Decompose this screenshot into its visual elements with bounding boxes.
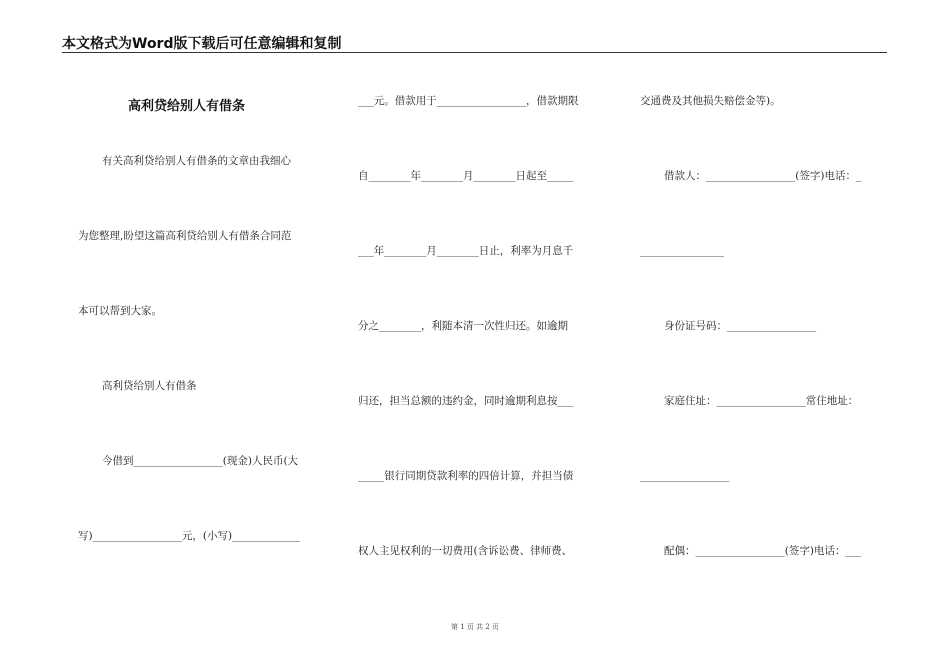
paragraph-line: ___年________月________日止，利率为月息千 (358, 245, 574, 257)
text-column-1 (78, 0, 328, 672)
paragraph-line: 写)_________________元，(小写)_____________ (78, 530, 301, 542)
text-column-2 (358, 0, 613, 672)
page-number-footer: 第 1 页 共 2 页 (450, 623, 500, 631)
paragraph-line: 有关高利贷给别人有借条的文章由我细心 (102, 155, 291, 167)
paragraph-line: _____银行同期贷款利率的四倍计算，并担当债 (358, 470, 574, 482)
document-title: 高利贷给别人有借条 (128, 99, 246, 114)
address-field-continuation: _________________ (640, 470, 730, 482)
paragraph-line: 交通费及其他损失赔偿金等)。 (640, 95, 781, 107)
paragraph-line: ___元。借款用于_________________，借款期限 (358, 95, 579, 107)
phone-field-continuation: ________________ (640, 245, 724, 257)
paragraph-line: 自________年________月________日起至_____ (358, 170, 574, 182)
paragraph-line: 分之________，利随本清一次性归还。如逾期 (358, 320, 568, 332)
paragraph-line: 归还，担当总额的违约金，同时逾期利息按___ (358, 395, 574, 407)
paragraph-line: 本可以帮到大家。 (78, 305, 162, 317)
paragraph-line: 权人主见权利的一切费用(含诉讼费、律师费、 (358, 545, 573, 557)
borrower-field: 借款人：_________________(签字)电话：_ (664, 170, 862, 182)
page-header-title: 本文格式为Word版下载后可任意编辑和复制 (62, 36, 342, 52)
spouse-field: 配偶：_________________(签字)电话：___ (664, 545, 862, 557)
section-heading: 高利贷给别人有借条 (102, 380, 197, 392)
text-column-3 (640, 0, 890, 672)
home-address-field: 家庭住址：_________________常住地址： (664, 395, 859, 407)
paragraph-line: 为您整理,盼望这篇高利贷给别人有借条合同范 (78, 230, 292, 242)
paragraph-line: 今借到_________________(现金)人民币(大 (102, 455, 299, 467)
id-number-field: 身份证号码：_________________ (664, 320, 817, 332)
